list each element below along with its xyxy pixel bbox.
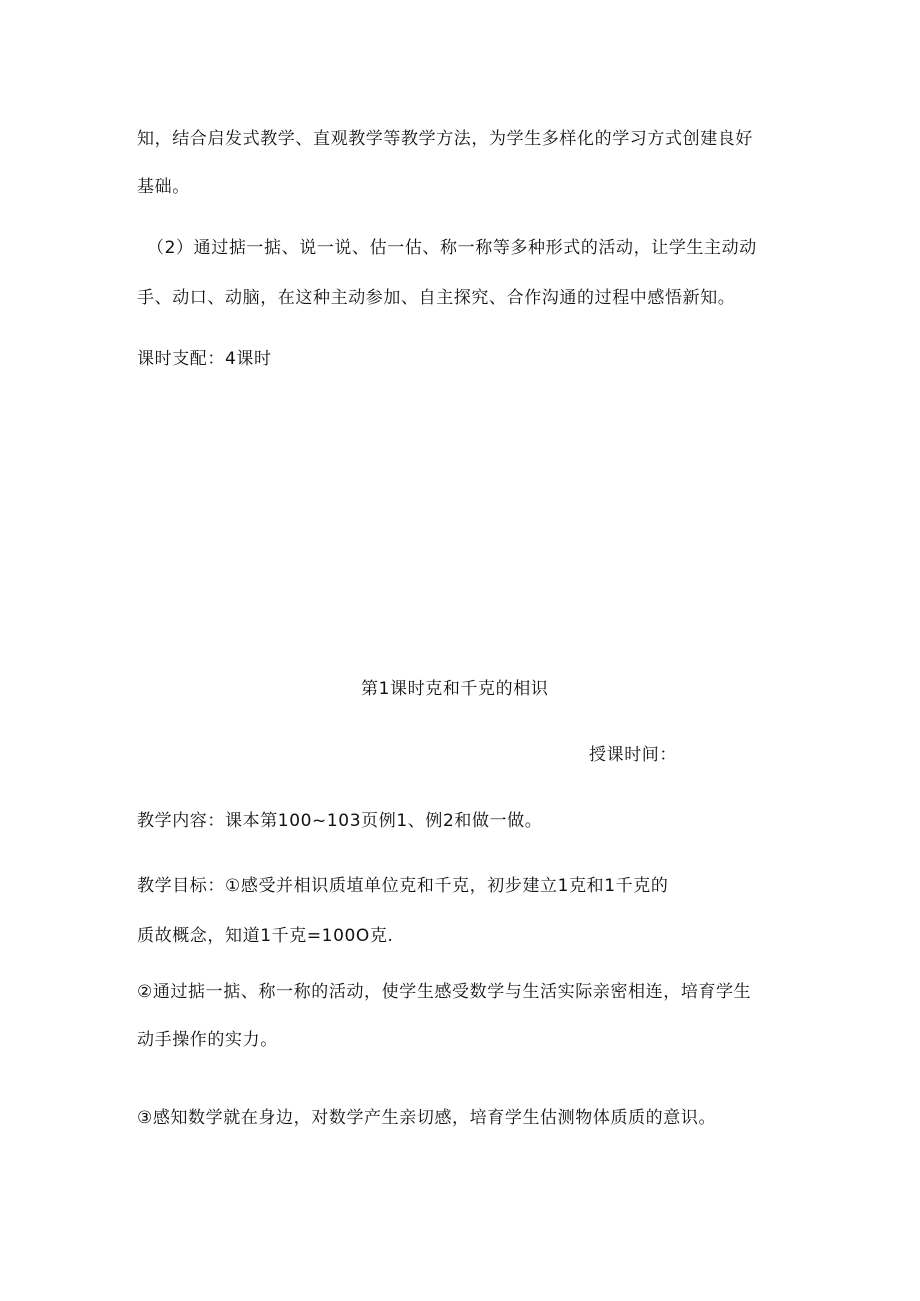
teaching-goal-line-3: ②通过掂一掂、称一称的活动，使学生感受数学与生活实际亲密相连，培育学生: [137, 982, 752, 1002]
intro-line-3: （2）通过掂一掂、说一说、估一估、称一称等多种形式的活动，让学生主动动: [147, 238, 757, 258]
lesson-time-label: 授课时间：: [589, 745, 677, 765]
teaching-goal-line-5: ③感知数学就在身边，对数学产生亲切感，培育学生估测物体质质的意识。: [137, 1108, 717, 1128]
intro-line-2: 基础。: [137, 177, 190, 197]
teaching-goal-line-1: 教学目标：①感受并相识质埴单位克和千克，初步建立1克和1千克的: [137, 876, 669, 896]
teaching-goal-line-4: 动手操作的实力。: [137, 1030, 278, 1050]
intro-line-4: 手、动口、动脑，在这种主动参加、自主探究、合作沟通的过程中感悟新知。: [137, 288, 736, 308]
lesson-title: 第1课时克和千克的相识: [361, 679, 549, 699]
teaching-content: 教学内容：课本第100~103页例1、例2和做一做。: [137, 811, 543, 831]
lesson-count: 课时支配：4课时: [137, 349, 272, 369]
intro-line-1: 知，结合启发式教学、直观教学等教学方法，为学生多样化的学习方式创建良好: [137, 129, 753, 149]
teaching-goal-line-2: 质故概念，知道1千克=100O克.: [137, 926, 394, 946]
